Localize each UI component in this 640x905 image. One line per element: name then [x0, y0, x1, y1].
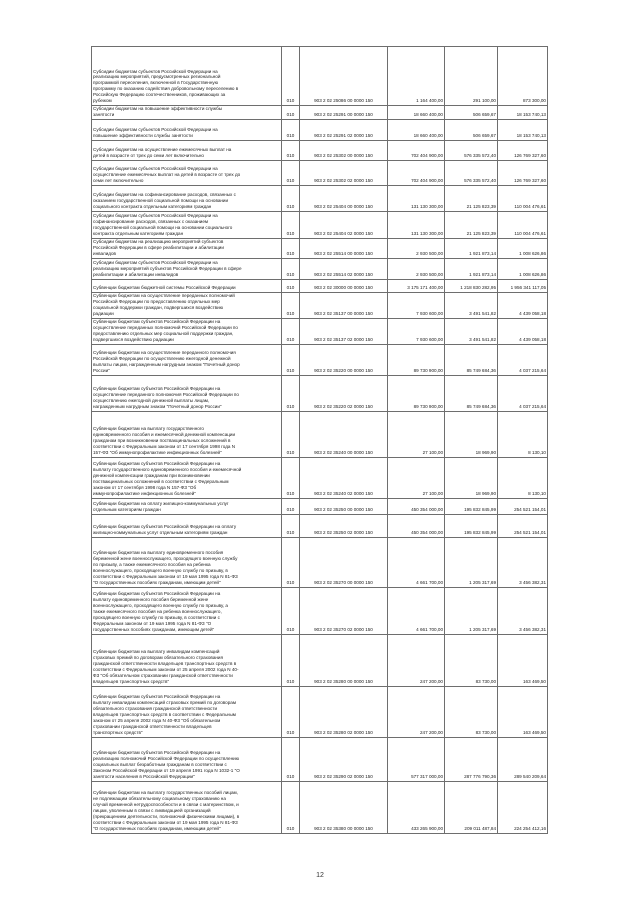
budget-classification-code-cell: 903 2 02 35137 02 0000 150	[300, 318, 388, 344]
table-row	[92, 344, 548, 375]
income-name-cell: Субсидии бюджетам субъектов Российской Федерации на реализацию мероприятий, предусмотренных региональной программой переселения, включенной в Государственную программу по оказанию содействия добровольному переселению в Российскую Федерацию соотечественников, проживающих за рубежом	[92, 47, 282, 106]
executed-amount-cell: 195 832 845,99	[445, 498, 498, 514]
income-name-cell: Субсидии бюджетам субъектов Российской Федерации на реализацию мероприятий субъектов Российской Федерации в сфере реабилитации и абилитации инвалидов	[92, 258, 282, 279]
table-row	[92, 279, 548, 292]
unexecuted-amount-cell: 289 540 209,64	[498, 737, 548, 781]
line-code-cell: 010	[282, 279, 300, 292]
line-code-cell: 010	[282, 160, 300, 185]
unexecuted-amount-cell: 1 956 341 117,05	[498, 279, 548, 292]
line-code-cell: 010	[282, 140, 300, 160]
budget-classification-code-cell: 903 2 02 35290 02 0000 150	[300, 737, 388, 781]
approved-amount-cell: 7 930 600,00	[388, 292, 445, 318]
approved-amount-cell: 131 130 300,00	[388, 211, 445, 238]
budget-table	[91, 46, 548, 834]
executed-amount-cell: 291 100,00	[445, 47, 498, 106]
table-row	[92, 587, 548, 634]
approved-amount-cell: 27 100,00	[388, 411, 445, 457]
approved-amount-cell: 2 930 500,00	[388, 258, 445, 279]
executed-amount-cell: 1 205 317,69	[445, 587, 498, 634]
table-row	[92, 537, 548, 587]
line-code-cell: 010	[282, 375, 300, 411]
approved-amount-cell: 18 660 400,00	[388, 119, 445, 140]
approved-amount-cell: 433 265 900,00	[388, 781, 445, 833]
approved-amount-cell: 2 930 500,00	[388, 238, 445, 258]
line-code-cell: 010	[282, 185, 300, 211]
unexecuted-amount-cell: 4 439 058,18	[498, 292, 548, 318]
executed-amount-cell: 21 125 823,39	[445, 211, 498, 238]
unexecuted-amount-cell: 126 769 327,60	[498, 160, 548, 185]
table-row	[92, 737, 548, 781]
budget-classification-code-cell: 903 2 02 25302 00 0000 150	[300, 140, 388, 160]
approved-amount-cell: 247 200,00	[388, 634, 445, 686]
unexecuted-amount-cell: 1 008 626,86	[498, 258, 548, 279]
budget-classification-code-cell: 903 2 02 25514 02 0000 150	[300, 258, 388, 279]
table-row	[92, 411, 548, 457]
approved-amount-cell: 4 661 700,00	[388, 587, 445, 634]
table-row	[92, 514, 548, 537]
approved-amount-cell: 450 354 000,00	[388, 498, 445, 514]
approved-amount-cell: 577 317 000,00	[388, 737, 445, 781]
approved-amount-cell: 4 661 700,00	[388, 537, 445, 587]
table-row	[92, 119, 548, 140]
income-name-cell: Субвенции бюджетам на оплату жилищно-коммунальных услуг отдельным категориям граждан	[92, 498, 282, 514]
executed-amount-cell: 18 969,90	[445, 411, 498, 457]
table-row	[92, 781, 548, 833]
line-code-cell: 010	[282, 587, 300, 634]
table-row	[92, 211, 548, 238]
executed-amount-cell: 506 659,67	[445, 119, 498, 140]
line-code-cell: 010	[282, 211, 300, 238]
approved-amount-cell: 89 730 900,00	[388, 375, 445, 411]
line-code-cell: 010	[282, 47, 300, 106]
table-row	[92, 498, 548, 514]
unexecuted-amount-cell: 4 037 215,64	[498, 344, 548, 375]
unexecuted-amount-cell: 126 769 327,60	[498, 140, 548, 160]
executed-amount-cell: 576 335 572,40	[445, 140, 498, 160]
budget-classification-code-cell: 903 2 02 35380 00 0000 150	[300, 781, 388, 833]
executed-amount-cell: 83 730,00	[445, 634, 498, 686]
executed-amount-cell: 1 218 830 282,95	[445, 279, 498, 292]
unexecuted-amount-cell: 873 300,00	[498, 47, 548, 106]
line-code-cell: 010	[282, 634, 300, 686]
line-code-cell: 010	[282, 106, 300, 120]
table-row	[92, 375, 548, 411]
line-code-cell: 010	[282, 119, 300, 140]
executed-amount-cell: 1 921 873,14	[445, 258, 498, 279]
unexecuted-amount-cell: 18 153 740,13	[498, 106, 548, 120]
budget-classification-code-cell: 903 2 02 35270 00 0000 150	[300, 537, 388, 587]
table-row	[92, 318, 548, 344]
unexecuted-amount-cell: 224 254 412,16	[498, 781, 548, 833]
executed-amount-cell: 287 776 790,36	[445, 737, 498, 781]
budget-classification-code-cell: 903 2 02 35240 02 0000 150	[300, 457, 388, 498]
budget-execution-sheet	[91, 46, 547, 834]
income-name-cell: Субвенции бюджетам субъектов Российской Федерации на выплату инвалидам компенсаций страховых премий по договорам обязательного страхования гражданской ответственности владельцев транспортных средств в соответствии с Федеральным законом от 25 апреля 2002 года N 40-ФЗ "Об обязательном страховании гражданской ответственности владельцев транспортных средств"	[92, 686, 282, 737]
budget-table-body	[92, 47, 548, 834]
income-name-cell: Субвенции бюджетам бюджетной системы Российской Федерации	[92, 279, 282, 292]
approved-amount-cell: 3 175 171 400,00	[388, 279, 445, 292]
income-name-cell: Субсидии бюджетам на софинансирование расходов, связанных с оказанием государственной социальной помощи на основании социального контракта отдельным категориям граждан	[92, 185, 282, 211]
budget-classification-code-cell: 903 2 02 35137 00 0000 150	[300, 292, 388, 318]
table-row	[92, 238, 548, 258]
table-row	[92, 634, 548, 686]
budget-classification-code-cell: 903 2 02 35270 02 0000 150	[300, 587, 388, 634]
income-name-cell: Субвенции бюджетам на выплату единовременного пособия беременной жене военнослужащего, проходящего военную службу по призыву, а также ежемесячного пособия на ребенка военнослужащего, проходящего военную службу по призыву, в соответствии с Федеральным законом от 19 мая 1995 года N 81-ФЗ "О государственных пособиях гражданам, имеющим детей"	[92, 537, 282, 587]
budget-classification-code-cell: 903 2 02 35240 00 0000 150	[300, 411, 388, 457]
executed-amount-cell: 21 125 823,39	[445, 185, 498, 211]
line-code-cell: 010	[282, 292, 300, 318]
unexecuted-amount-cell: 8 130,10	[498, 457, 548, 498]
income-name-cell: Субвенции бюджетам на выплату инвалидам компенсаций страховых премий по договорам обязательного страхования гражданской ответственности владельцев транспортных средств в соответствии с Федеральным законом от 25 апреля 2002 года N 40- ФЗ "Об обязательном страховании гражданской ответственности владельцев транспортных средств"	[92, 634, 282, 686]
approved-amount-cell: 702 404 900,00	[388, 160, 445, 185]
executed-amount-cell: 85 749 684,36	[445, 344, 498, 375]
budget-classification-code-cell: 903 2 02 25404 00 0000 150	[300, 185, 388, 211]
approved-amount-cell: 702 404 900,00	[388, 140, 445, 160]
income-name-cell: Субсидии бюджетам на повышение эффективности службы занятости	[92, 106, 282, 120]
income-name-cell: Субвенции бюджетам субъектов Российской Федерации на оплату жилищно-коммунальных услуг отдельным категориям граждан	[92, 514, 282, 537]
approved-amount-cell: 18 660 400,00	[388, 106, 445, 120]
table-row	[92, 292, 548, 318]
table-row	[92, 160, 548, 185]
table-row	[92, 106, 548, 120]
line-code-cell: 010	[282, 781, 300, 833]
executed-amount-cell: 1 921 873,14	[445, 238, 498, 258]
unexecuted-amount-cell: 110 004 476,61	[498, 185, 548, 211]
unexecuted-amount-cell: 254 521 154,01	[498, 498, 548, 514]
unexecuted-amount-cell: 163 469,50	[498, 686, 548, 737]
budget-classification-code-cell: 903 2 02 35280 00 0000 150	[300, 634, 388, 686]
budget-classification-code-cell: 903 2 02 25404 02 0000 150	[300, 211, 388, 238]
line-code-cell: 010	[282, 498, 300, 514]
executed-amount-cell: 195 832 845,99	[445, 514, 498, 537]
income-name-cell: Субвенции бюджетам на осуществление переданных полномочий Российской Федерации по предоставлению отдельных мер социальной поддержки граждан, подвергшихся воздействию радиации	[92, 292, 282, 318]
table-row	[92, 686, 548, 737]
budget-classification-code-cell: 903 2 02 35220 00 0000 150	[300, 344, 388, 375]
executed-amount-cell: 1 205 317,69	[445, 537, 498, 587]
approved-amount-cell: 131 130 300,00	[388, 185, 445, 211]
line-code-cell: 010	[282, 238, 300, 258]
income-name-cell: Субсидии бюджетам субъектов Российской Федерации на софинансирование расходов, связанных с оказанием государственной социальной помощи на основании социального контракта отдельным категориям граждан	[92, 211, 282, 238]
budget-classification-code-cell: 903 2 02 35250 02 0000 150	[300, 514, 388, 537]
unexecuted-amount-cell: 8 130,10	[498, 411, 548, 457]
income-name-cell: Субсидии бюджетам субъектов Российской Федерации на повышение эффективности службы занятости	[92, 119, 282, 140]
line-code-cell: 010	[282, 537, 300, 587]
executed-amount-cell: 85 749 684,36	[445, 375, 498, 411]
line-code-cell: 010	[282, 457, 300, 498]
approved-amount-cell: 247 200,00	[388, 686, 445, 737]
table-row	[92, 47, 548, 106]
executed-amount-cell: 83 730,00	[445, 686, 498, 737]
table-row	[92, 140, 548, 160]
unexecuted-amount-cell: 4 037 215,64	[498, 375, 548, 411]
line-code-cell: 010	[282, 318, 300, 344]
line-code-cell: 010	[282, 344, 300, 375]
line-code-cell: 010	[282, 514, 300, 537]
unexecuted-amount-cell: 3 456 382,31	[498, 587, 548, 634]
income-name-cell: Субвенции бюджетам субъектов Российской Федерации на осуществление переданного полномочия Российской Федерации по осуществлению ежегодной денежной выплаты лицам, награжденным нагрудным знаком "Почетный донор России"	[92, 375, 282, 411]
budget-classification-code-cell: 903 2 02 25291 02 0000 150	[300, 119, 388, 140]
unexecuted-amount-cell: 163 469,50	[498, 634, 548, 686]
income-name-cell: Субвенции бюджетам на осуществление переданного полномочия Российской Федерации по осуществлению ежегодной денежной выплаты лицам, награжденным нагрудным знаком "Почетный донор России"	[92, 344, 282, 375]
line-code-cell: 010	[282, 411, 300, 457]
budget-classification-code-cell: 903 2 02 25291 00 0000 150	[300, 106, 388, 120]
income-name-cell: Субвенции бюджетам на выплату государственных пособий лицам, не подлежащим обязательному социальному страхованию на случай временной нетрудоспособности и в связи с материнством, и лицам, уволенным в связи с ликвидацией организаций (прекращением деятельности, полномочий физическими лицами), в соответствии с Федеральным законом от 19 мая 1995 года N 81-ФЗ "О государственных пособиях гражданам, имеющим детей"	[92, 781, 282, 833]
executed-amount-cell: 209 011 487,84	[445, 781, 498, 833]
budget-classification-code-cell: 903 2 02 35220 02 0000 150	[300, 375, 388, 411]
budget-classification-code-cell: 903 2 02 30000 00 0000 150	[300, 279, 388, 292]
income-name-cell: Субвенции бюджетам субъектов Российской Федерации на выплату государственного единовременного пособия и ежемесячной денежной компенсации гражданам при возникновении поствакцинальных осложнений в соответствии с Федеральным законом от 17 сентября 1998 года N 157-ФЗ "Об иммунопрофилактике инфекционных болезней"	[92, 457, 282, 498]
table-row	[92, 457, 548, 498]
income-name-cell: Субвенции бюджетам субъектов Российской Федерации на реализацию полномочий Российской Федерации по осуществлению социальных выплат безработным гражданам в соответствии с Законом Российской Федерации от 19 апреля 1991 года N 1032-1 "О занятости населения в Российской Федерации"	[92, 737, 282, 781]
budget-classification-code-cell: 903 2 02 25302 02 0000 150	[300, 160, 388, 185]
executed-amount-cell: 3 491 541,82	[445, 318, 498, 344]
income-name-cell: Субсидии бюджетам субъектов Российской Федерации на осуществление ежемесячных выплат на детей в возрасте от трех до семи лет включительно	[92, 160, 282, 185]
approved-amount-cell: 1 164 400,00	[388, 47, 445, 106]
unexecuted-amount-cell: 110 004 476,61	[498, 211, 548, 238]
income-name-cell: Субсидии бюджетам на реализацию мероприятий субъектов Российской Федерации в сфере реабилитации и абилитации инвалидов	[92, 238, 282, 258]
approved-amount-cell: 7 930 600,00	[388, 318, 445, 344]
table-row	[92, 258, 548, 279]
unexecuted-amount-cell: 3 456 382,31	[498, 537, 548, 587]
unexecuted-amount-cell: 1 008 626,86	[498, 238, 548, 258]
executed-amount-cell: 506 659,67	[445, 106, 498, 120]
line-code-cell: 010	[282, 737, 300, 781]
approved-amount-cell: 27 100,00	[388, 457, 445, 498]
income-name-cell: Субвенции бюджетам субъектов Российской Федерации на осуществление переданных полномочий Российской Федерации по предоставлению отдельных мер социальной поддержки граждан, подвергшихся воздействию радиации	[92, 318, 282, 344]
budget-classification-code-cell: 903 2 02 35250 00 0000 150	[300, 498, 388, 514]
table-row	[92, 185, 548, 211]
unexecuted-amount-cell: 4 439 058,18	[498, 318, 548, 344]
executed-amount-cell: 18 969,90	[445, 457, 498, 498]
page-number: 12	[316, 872, 324, 879]
approved-amount-cell: 89 730 900,00	[388, 344, 445, 375]
unexecuted-amount-cell: 254 521 154,01	[498, 514, 548, 537]
executed-amount-cell: 576 335 572,40	[445, 160, 498, 185]
line-code-cell: 010	[282, 258, 300, 279]
income-name-cell: Субвенции бюджетам на выплату государственного единовременного пособия и ежемесячной денежной компенсации гражданам при возникновении поствакцинальных осложнений в соответствии с Федеральным законом от 17 сентября 1998 года N 157-ФЗ "Об иммунопрофилактике инфекционных болезней"	[92, 411, 282, 457]
budget-classification-code-cell: 903 2 02 25514 00 0000 150	[300, 238, 388, 258]
approved-amount-cell: 450 354 000,00	[388, 514, 445, 537]
executed-amount-cell: 3 491 541,82	[445, 292, 498, 318]
line-code-cell: 010	[282, 686, 300, 737]
budget-classification-code-cell: 903 2 02 35280 02 0000 150	[300, 686, 388, 737]
unexecuted-amount-cell: 18 153 740,13	[498, 119, 548, 140]
budget-classification-code-cell: 903 2 02 25086 00 0000 150	[300, 47, 388, 106]
income-name-cell: Субвенции бюджетам субъектов Российской Федерации на выплату единовременного пособия беременной жене военнослужащего, проходящего военную службу по призыву, а также ежемесячного пособия на ребенка военнослужащего, проходящего военную службу по призыву, в соответствии с Федеральным законом от 19 мая 1995 года N 81-ФЗ "О государственных пособиях гражданам, имеющим детей"	[92, 587, 282, 634]
income-name-cell: Субсидии бюджетам на осуществление ежемесячных выплат на детей в возрасте от трех до семи лет включительно	[92, 140, 282, 160]
